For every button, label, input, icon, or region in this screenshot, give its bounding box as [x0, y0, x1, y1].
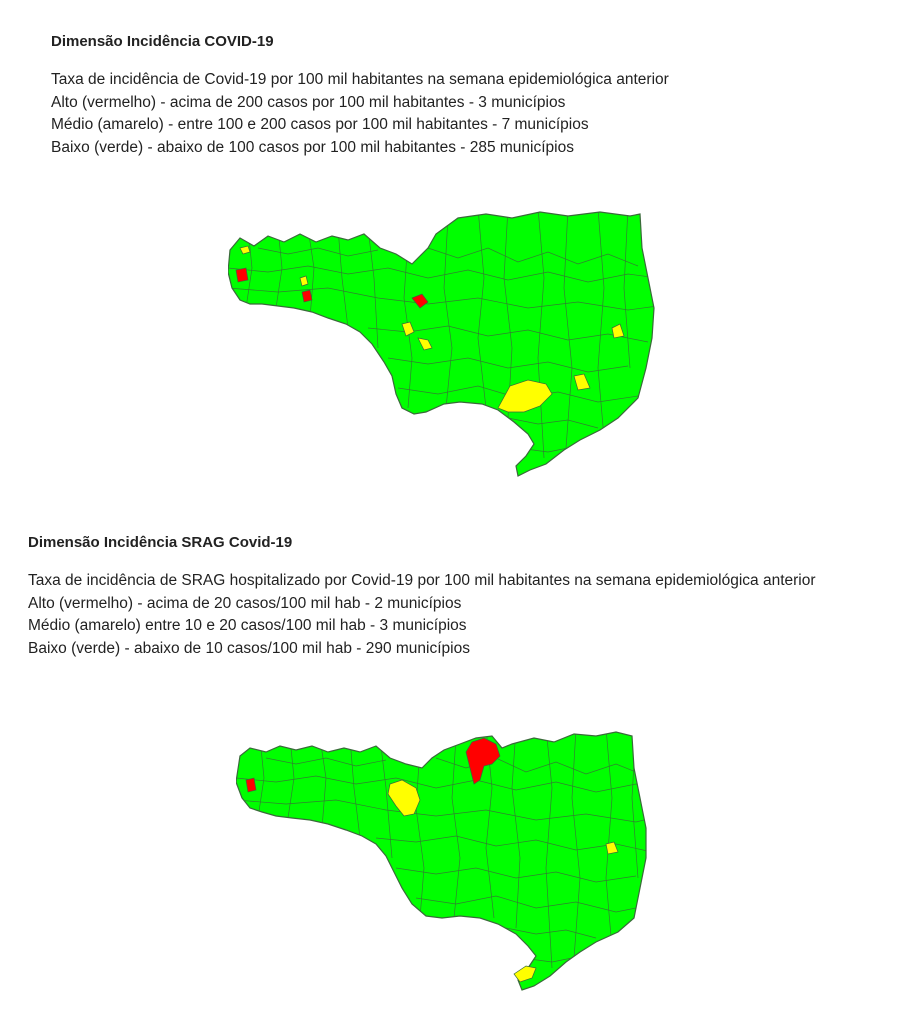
state-territory	[228, 212, 654, 476]
section1-description	[51, 69, 669, 159]
section2-title: Dimensão Incidência SRAG Covid-19	[28, 534, 293, 551]
srag-incidence-map	[236, 728, 652, 992]
section2-description	[28, 570, 816, 660]
section1-line-low: Baixo (verde) - abaixo de 100 casos por 100 mil habitantes - 285 municípios	[51, 138, 574, 156]
section1-line-high: Alto (vermelho) - acima de 200 casos por 100 mil habitantes - 3 municípios	[51, 93, 566, 111]
covid-incidence-map	[228, 208, 660, 480]
section2-line-high: Alto (vermelho) - acima de 20 casos/100 mil hab - 2 municípios	[28, 594, 462, 612]
section2-line-rate: Taxa de incidência de SRAG hospitalizado por Covid-19 por 100 mil habitantes na semana epidemiológica anterior	[28, 572, 816, 589]
section1-line-rate: Taxa de incidência de Covid-19 por 100 mil habitantes na semana epidemiológica anterior	[51, 71, 669, 88]
section2-line-low: Baixo (verde) - abaixo de 10 casos/100 mil hab - 290 municípios	[28, 639, 470, 657]
state-territory	[236, 732, 646, 990]
section1-title: Dimensão Incidência COVID-19	[51, 33, 274, 50]
section2-line-medium: Médio (amarelo) entre 10 e 20 casos/100 mil hab - 3 municípios	[28, 617, 467, 634]
section1-line-medium: Médio (amarelo) - entre 100 e 200 casos por 100 mil habitantes - 7 municípios	[51, 116, 589, 133]
